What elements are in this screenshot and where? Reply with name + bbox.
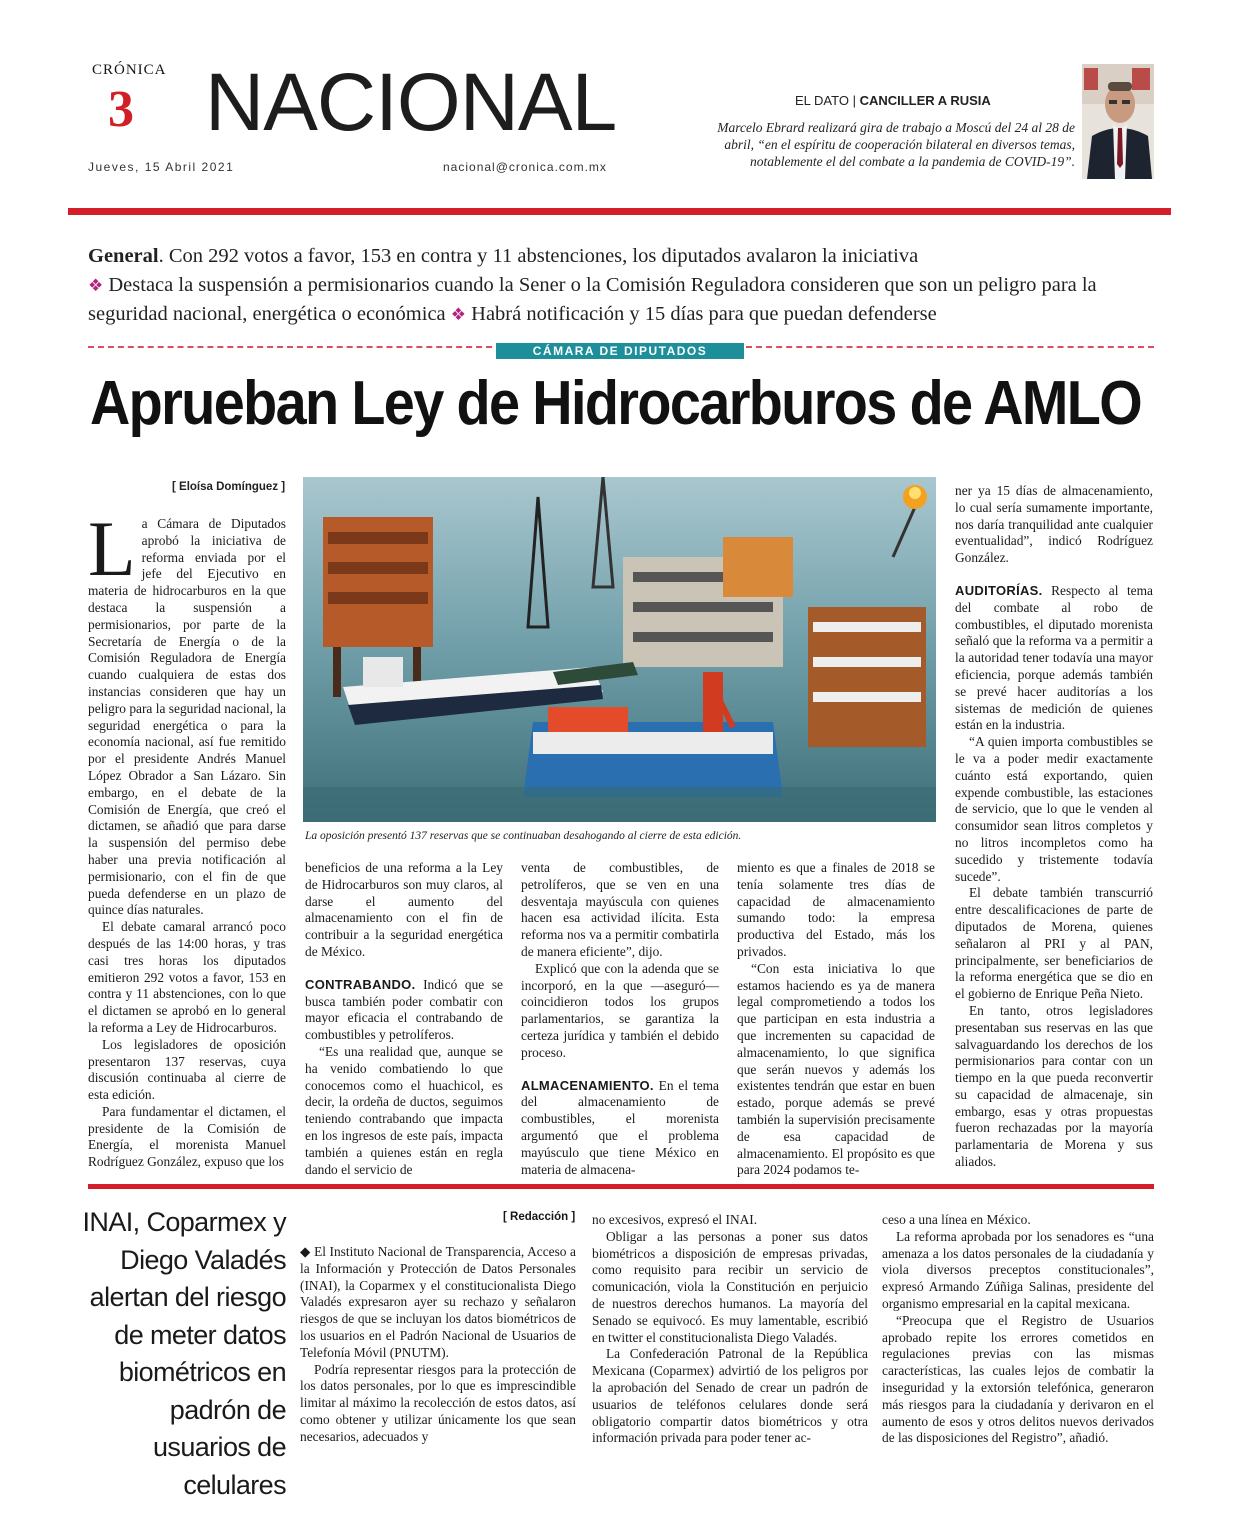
paragraph: no excesivos, expresó el INAI. bbox=[592, 1212, 758, 1227]
subhead: ALMACENAMIENTO. bbox=[521, 1077, 654, 1093]
diamond-icon: ❖ bbox=[450, 305, 467, 325]
paragraph: ner ya 15 días de almacenamiento, lo cual sería sumamente importante, nos daría tranquilidad ante cualquier eventualidad”, indicó Rodríguez González. bbox=[955, 483, 1153, 566]
section-title: NACIONAL bbox=[205, 57, 617, 148]
diamond-icon: ❖ bbox=[88, 275, 104, 295]
subhead: CONTRABANDO. bbox=[305, 976, 416, 992]
el-dato-topic: CANCILLER A RUSIA bbox=[859, 93, 991, 108]
paragraph: El debate también transcurrió entre descalificaciones de parte de diputados de Morena, quienes señalaron al PRI y al PAN, principalmente, ser beneficiarios de la reforma energética que se dio en el gobierno de Enrique Peña Nieto. bbox=[955, 885, 1153, 1002]
byline: [ Eloísa Domínguez ] bbox=[172, 481, 286, 493]
paragraph: Explicó que con la adenda que se incorporó, en la que —aseguró— coincidieron todos los grupos parlamentarios, se garantiza la certeza jurídica y también el debido proceso. bbox=[521, 960, 719, 1060]
issue-date: Jueves, 15 Abril 2021 bbox=[88, 160, 235, 174]
article-column-4 bbox=[737, 860, 935, 1179]
paragraph: “Con esta iniciativa lo que estamos haciendo es ya de manera legal comprometiendo a todos los que participan en esta industria a que incrementen su capacidad de almacenamiento, lo que significa que serán nuevos y además los existentes tendrán que estar en buen estado, porque además se prevé también la supervisión precisamente de esa capacidad de almacenamiento. El propósito es que para 2024 podamos te- bbox=[737, 960, 935, 1178]
article-column-5 bbox=[955, 483, 1153, 1171]
el-dato-label: EL DATO | CANCILLER A RUSIA bbox=[795, 93, 991, 108]
bullet-icon: ◆ bbox=[300, 1244, 311, 1259]
paragraph: La Cámara de Diputados aprobó la iniciativa de reforma enviada por el jefe del Ejecutivo en materia de hidrocarburos en la que destaca la suspensión a permisionarios, por parte de la Secretaría de Energía o de la Comisión Reguladora de Energía cuando cualquiera de estas dos instancias consideren que hay un peligro para la seguridad nacional, la seguridad energética o para la economía nacional, así fue remitido por el presidente Andrés Manuel López Obrador a San Lázaro. Sin embargo, en el debate de la Comisión de Energía, que creó el dictamen, se añadió que para darse la suspensión del permiso debe haber una previa notificación al permisionario, con el fin de que pueda defenderse en un plazo de quince días naturales. bbox=[88, 505, 286, 918]
subhead: AUDITORÍAS. bbox=[955, 582, 1043, 598]
el-dato-text: Marcelo Ebrard realizará gira de trabajo a Moscú del 24 al 28 de abril, “en el espíritu de cooperación bilateral en diversos temas, notablemente el del combate a la pandemia de COVID-19”. bbox=[717, 120, 1075, 169]
article-column-1 bbox=[88, 505, 286, 1171]
paragraph: Obligar a las personas a poner sus datos biométricos a disposición de empresas privadas, como requisito para recibir un servicio de comunicación, viola la Constitución en perjuicio de nuestros derechos humanos. La mayoría del Senado se equivocó. Es muy lamentable, escribió en twitter el constitucionalista Diego Valadés. bbox=[592, 1228, 868, 1345]
paragraph: Para fundamentar el dictamen, el presidente de la Comisión de Energía, el morenista Manuel Rodríguez González, expuso que los bbox=[88, 1103, 286, 1170]
section-rule bbox=[88, 1184, 1154, 1189]
headline: Aprueban Ley de Hidrocarburos de AMLO bbox=[90, 369, 1142, 438]
paragraph: ◆ El Instituto Nacional de Transparencia, Acceso a la Información y Protección de Datos Personales (INAI), la Coparmex y el constitucionalista Diego Valadés expresaron ayer su rechazo y señalaron riesgos de que se incluyan los datos biométricos de los usuarios en el Padrón Nacional de Usuarios de Telefonía Móvil (PNUTM). bbox=[300, 1244, 576, 1360]
summary-lead: General bbox=[88, 245, 159, 267]
dashed-rule-left bbox=[88, 346, 492, 348]
photo-caption: La oposición presentó 137 reservas que se continuaban desahogando al cierre de esta edición. bbox=[305, 830, 742, 842]
paragraph: CONTRABANDO. Indicó que se busca también poder combatir con mayor eficacia el contrabando de combustibles y petrolíferos. bbox=[305, 976, 503, 1043]
story2-column-1 bbox=[300, 1244, 576, 1446]
paragraph: venta de combustibles, de petrolíferos, que se ven en una desventaja mayúscula con quienes hacen esa actividad ilícita. Esta reforma nos va a permitir combatirla de manera eficiente”, dijo. bbox=[521, 860, 719, 959]
paragraph: La reforma aprobada por los senadores es “una amenaza a los datos personales de la ciudadanía y viola diversos preceptos constitucionales”, expresó Armando Zúñiga Salinas, presidente del organismo empresarial en la capital mexicana. bbox=[882, 1228, 1154, 1311]
offshore-platform-photo bbox=[303, 477, 936, 822]
top-rule bbox=[68, 208, 1171, 215]
summary-line-2: Destaca la suspensión a permisionarios cuando la Sener o la Comisión Reguladora consideren que son un peligro para la seguridad nacional, energética o económica bbox=[88, 273, 1097, 326]
summary-line-1: . Con 292 votos a favor, 153 en contra y 11 abstenciones, los diputados avalaron la iniciativa bbox=[158, 245, 919, 267]
section-email[interactable]: nacional@cronica.com.mx bbox=[443, 160, 607, 174]
paragraph: En tanto, otros legisladores presentaban sus reservas en las que salvaguardando los derechos de los permisionarios para contar con un tiempo en la que pueda reconvertir su capacidad de almacenaje, sin embargo, esas y otras propuestas fueron rechazadas por la mayoría parlamentaria de Morena y sus aliados. bbox=[955, 1002, 1153, 1170]
story2-headline: INAI, Coparmex y Diego Valadés alertan del riesgo de meter datos biométricos en padrón de usuarios de celulares bbox=[82, 1207, 286, 1500]
drop-cap: L bbox=[88, 505, 136, 592]
story2-column-3 bbox=[882, 1212, 1154, 1447]
article-summary bbox=[88, 242, 1158, 330]
paragraph: “Preocupa que el Registro de Usuarios aprobado repite los errores cometidos en regulaciones previas con las mismas características, las cuales lejos de combatir la inseguridad y la extorsión telefónica, generaron más riesgos para la ciudadanía y derivaron en el aumento de esos y otros delitos nuevos derivados de las disposiciones del Registro”, añadió. bbox=[882, 1312, 1154, 1446]
story2-byline: [ Redacción ] bbox=[503, 1211, 576, 1223]
paragraph: Los legisladores de oposición presentaron 137 reservas, cuya discusión continuaba al cierre de esta edición. bbox=[88, 1036, 286, 1103]
paragraph: beneficios de una reforma a la Ley de Hidrocarburos son muy claros, al darse el aumento del almacenamiento con el fin de contribuir a la seguridad energética de México. bbox=[305, 860, 503, 959]
dashed-rule-right bbox=[746, 346, 1154, 348]
page-number: 3 bbox=[108, 81, 134, 138]
story2-column-2 bbox=[592, 1212, 868, 1447]
summary-line-3: Habrá notificación y 15 días para que puedan defenderse bbox=[471, 303, 937, 326]
paragraph: “A quien importa combustibles se le va a poder medir exactamente cuánto está exportando, quien expende combustible, las estaciones de servicio, que lo que le venden al consumidor sean litros completos y no litros incompletos como ha sucedido y tristemente todavía sucede”. bbox=[955, 734, 1153, 884]
paragraph: ALMACENAMIENTO. En el tema del almacenamiento de combustibles, el morenista argumentó que el problema mayúsculo que tiene México en materia de almacena- bbox=[521, 1077, 719, 1177]
paragraph: ceso a una línea en México. bbox=[882, 1212, 1031, 1227]
el-dato-tag: EL DATO bbox=[795, 93, 849, 108]
article-column-2 bbox=[305, 860, 503, 1178]
paragraph: miento es que a finales de 2018 se tenía solamente tres días de capacidad de almacenamiento sumando todo: la empresa productiva del Estado, más los privados. bbox=[737, 860, 935, 959]
publication-name: CRÓNICA bbox=[92, 62, 167, 78]
ebrard-photo bbox=[1082, 64, 1154, 179]
paragraph: Podría representar riesgos para la protección de los datos personales, por lo que es imprescindible limitar al máximo la recolección de estos datos, así como obtener y utilizar únicamente los que sean necesarios, adecuados y bbox=[300, 1361, 576, 1444]
paragraph: AUDITORÍAS. Respecto al tema del combate al robo de combustibles, el diputado morenista señaló que la reforma va a permitir a la autoridad tener todavía una mayor eficiencia, porque además también se prevé hacer auditorías a los sistemas de medición de quienes están en la industria. bbox=[955, 582, 1153, 733]
paragraph: El debate camaral arrancó poco después de las 14:00 horas, y tras casi tres horas los diputados emitieron 292 votos a favor, 153 en contra y 11 abstenciones, con lo que el dictamen se aprobó en lo general la reforma a Ley de Hidrocarburos. bbox=[88, 919, 286, 1035]
article-column-3 bbox=[521, 860, 719, 1178]
paragraph: “Es una realidad que, aunque se ha venido combatiendo lo que conocemos como el huachicol, es decir, la ordeña de ductos, seguimos teniendo contrabando que impacta en los ingresos de este país, impacta también a quienes están en regla dando el servicio de bbox=[305, 1043, 503, 1177]
paragraph: La Confederación Patronal de la República Mexicana (Coparmex) advirtió de los peligros por la aprobación del Senado de crear un padrón de usuarios de teléfonos celulares donde será obligatorio compartir datos biométricos y otra información privada para poder tener ac- bbox=[592, 1346, 868, 1446]
section-kicker: CÁMARA DE DIPUTADOS bbox=[496, 343, 744, 359]
